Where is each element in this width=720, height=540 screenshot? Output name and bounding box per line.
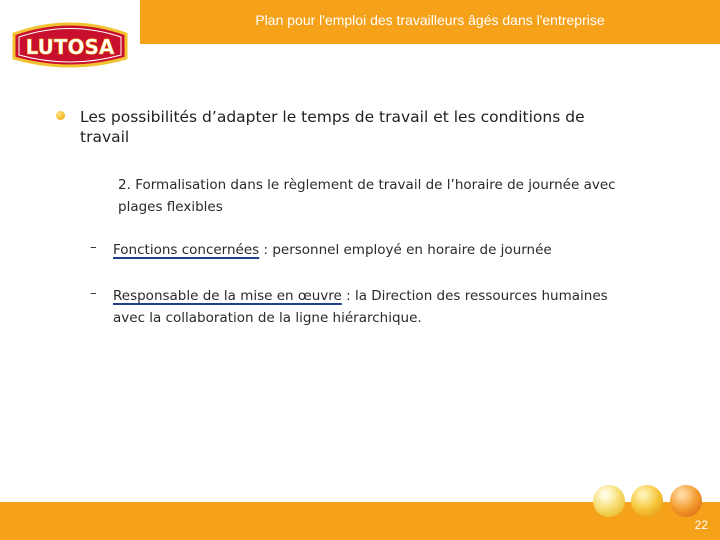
bullet-icon xyxy=(56,111,65,120)
underlined-label: Fonctions concernées xyxy=(113,242,260,258)
dash-item-responsible xyxy=(113,285,613,329)
item-text: Formalisation dans le règlement de travail de l’horaire de journée avec plages flexibles xyxy=(118,177,616,215)
numbered-item-2 xyxy=(118,174,618,218)
svg-text:LUTOSA: LUTOSA xyxy=(25,35,115,59)
dash-marker: – xyxy=(90,285,97,301)
sphere-icon xyxy=(593,485,625,517)
decorative-spheres xyxy=(593,485,703,519)
sphere-icon xyxy=(631,485,663,517)
sphere-icon xyxy=(670,485,702,517)
dash-text: : la Direction des ressources humaines avec la collaboration de la ligne hiérarchique. xyxy=(113,288,608,326)
item-number: 2. xyxy=(118,177,131,193)
bullet-heading: Les possibilités d’adapter le temps de travail et les conditions de travail xyxy=(80,108,585,146)
lutosa-logo xyxy=(10,14,130,72)
dash-item-functions xyxy=(113,239,613,261)
underlined-label: Responsable de la mise en œuvre xyxy=(113,288,342,304)
slide-title: Plan pour l'emploi des travailleurs âgés dans l'entreprise xyxy=(255,12,605,28)
dash-text: : personnel employé en horaire de journée xyxy=(259,242,552,258)
page-number: 22 xyxy=(694,518,708,532)
dash-marker: – xyxy=(90,239,97,255)
